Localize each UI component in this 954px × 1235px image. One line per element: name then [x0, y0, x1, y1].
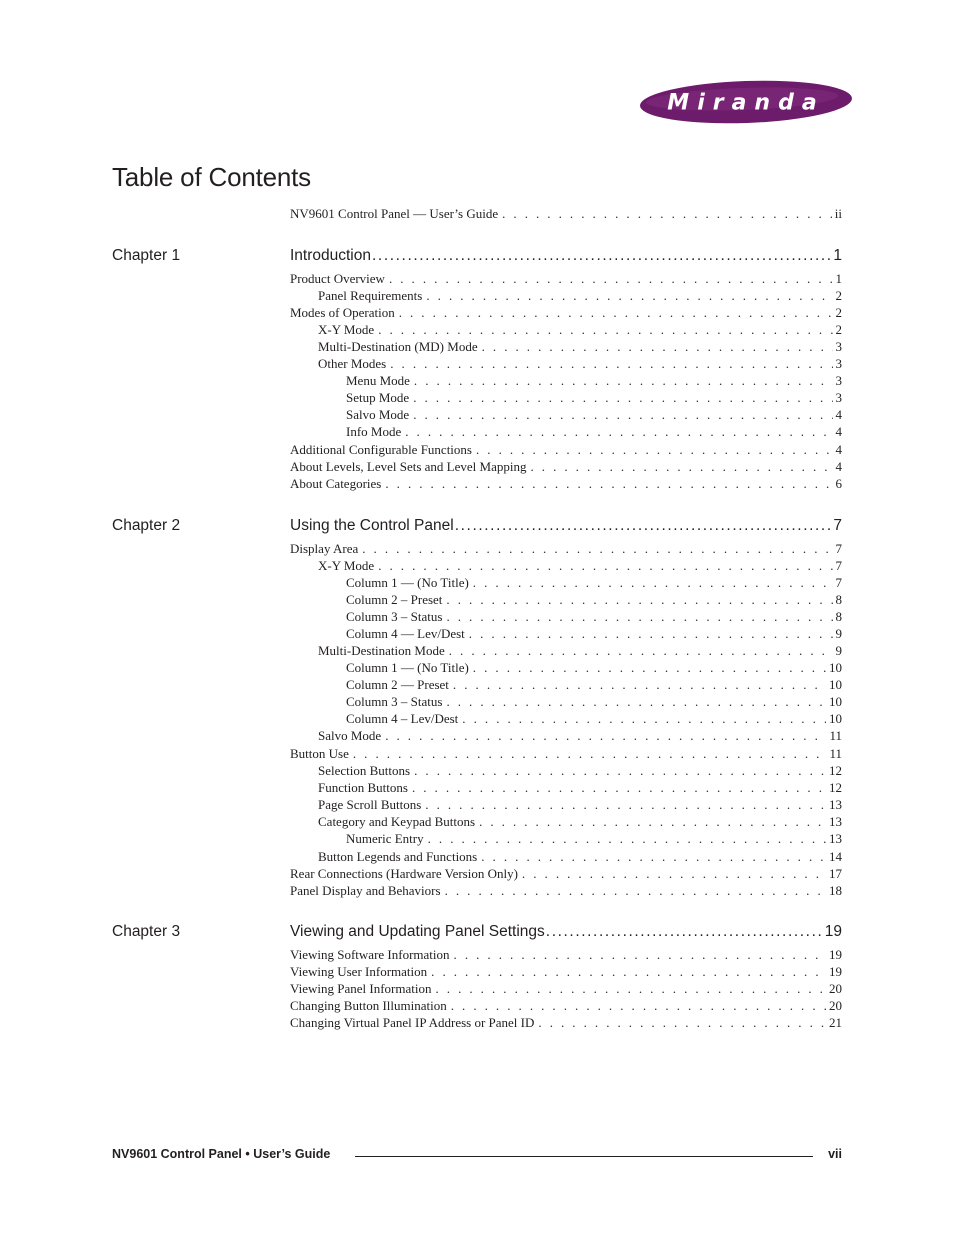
toc-entry[interactable] — [290, 441, 842, 458]
toc-entry-title: Viewing User Information — [290, 964, 428, 979]
toc-entry-page: 2 — [835, 288, 842, 303]
toc-entry[interactable] — [346, 389, 842, 406]
logo-text: Miranda — [667, 90, 825, 116]
toc-entry-title: Display Area — [290, 541, 359, 556]
dot-leader — [389, 270, 833, 287]
toc-entry-title: Other Modes — [318, 356, 387, 371]
dot-leader — [413, 389, 832, 406]
toc-entry-page: 9 — [835, 626, 842, 641]
toc-entry-title: Changing Virtual Panel IP Address or Panel ID — [290, 1015, 535, 1030]
dot-leader — [482, 338, 833, 355]
dot-leader — [546, 922, 823, 942]
chapter-label: Chapter 2 — [112, 517, 181, 534]
toc-entry[interactable] — [318, 762, 842, 779]
toc-entry[interactable] — [318, 848, 842, 865]
toc-entry-title: Column 2 – Preset — [346, 592, 443, 607]
toc-entry[interactable] — [290, 946, 842, 963]
toc-entry-page: 14 — [829, 849, 842, 864]
toc-entry-title: Multi-Destination Mode — [318, 643, 445, 658]
page-title: Table of Contents — [112, 162, 311, 192]
toc-entry-page: 2 — [835, 305, 842, 320]
footer-page-number: vii — [828, 1147, 842, 1161]
toc-entry[interactable] — [346, 676, 842, 693]
toc-entry[interactable] — [346, 830, 842, 847]
toc-entry-title: Product Overview — [290, 271, 385, 286]
dot-leader — [414, 372, 833, 389]
dot-leader — [362, 540, 832, 557]
toc-entry-title: Info Mode — [346, 424, 402, 439]
dot-leader — [502, 205, 832, 222]
dot-leader — [431, 963, 826, 980]
toc-entry-page: 7 — [835, 541, 842, 556]
toc-entry-page: 9 — [835, 643, 842, 658]
toc-entry[interactable] — [346, 625, 842, 642]
toc-entry-title: Panel Display and Behaviors — [290, 883, 441, 898]
toc-entry-page: 10 — [829, 694, 842, 709]
toc-entry[interactable] — [346, 608, 842, 625]
toc-entry-page: 13 — [829, 797, 842, 812]
toc-entry-title: Numeric Entry — [346, 831, 424, 846]
dot-leader — [445, 882, 826, 899]
toc-entry-page: 11 — [829, 728, 842, 743]
dot-leader — [451, 997, 826, 1014]
dot-leader — [476, 441, 833, 458]
toc-entry-page: 21 — [829, 1015, 842, 1030]
toc-entry-page: 6 — [835, 476, 842, 491]
toc-entry[interactable] — [318, 796, 842, 813]
toc-entry-title: Column 2 — Preset — [346, 677, 449, 692]
toc-entry-page: 12 — [829, 763, 842, 778]
dot-leader — [428, 830, 826, 847]
toc-entry[interactable] — [318, 557, 842, 574]
dot-leader — [462, 710, 826, 727]
toc-entry-title: About Levels, Level Sets and Level Mapping — [290, 459, 527, 474]
toc-entry-title: Salvo Mode — [318, 728, 382, 743]
dot-leader — [413, 406, 832, 423]
toc-entry-page: 13 — [829, 831, 842, 846]
toc-entry[interactable] — [318, 779, 842, 796]
toc-entry-title: Column 4 – Lev/Dest — [346, 711, 459, 726]
toc-entry-page: 4 — [835, 407, 842, 422]
toc-entry-page: 11 — [829, 746, 842, 761]
toc-entry-page: 12 — [829, 780, 842, 795]
toc-entry-title: NV9601 Control Panel — User’s Guide — [290, 206, 499, 221]
dot-leader — [385, 475, 832, 492]
toc-entry-title: Rear Connections (Hardware Version Only) — [290, 866, 518, 881]
toc-entry-title: Menu Mode — [346, 373, 410, 388]
toc-entry[interactable] — [290, 882, 842, 899]
toc-entry[interactable] — [290, 963, 842, 980]
toc-entry-page: 20 — [829, 981, 842, 996]
dot-leader — [399, 304, 833, 321]
toc-entry[interactable] — [318, 321, 842, 338]
toc-entry-title: Button Use — [290, 746, 349, 761]
dot-leader — [405, 423, 832, 440]
dot-leader — [538, 1014, 826, 1031]
toc-entry-title: Multi-Destination (MD) Mode — [318, 339, 478, 354]
toc-entry-title: Panel Requirements — [318, 288, 423, 303]
dot-leader — [425, 796, 826, 813]
chapter-page: 7 — [833, 517, 842, 534]
toc-entry[interactable] — [346, 693, 842, 710]
toc-entry[interactable] — [346, 659, 842, 676]
toc-entry-page: 18 — [829, 883, 842, 898]
dot-leader — [446, 591, 832, 608]
toc-entry-preface[interactable] — [290, 205, 842, 222]
chapter-title: Viewing and Updating Panel Settings — [290, 923, 545, 940]
toc-entry[interactable] — [346, 423, 842, 440]
toc-entry[interactable] — [290, 980, 842, 997]
dot-leader — [426, 287, 832, 304]
dot-leader — [446, 608, 832, 625]
toc-entry[interactable] — [290, 304, 842, 321]
toc-entry[interactable] — [318, 642, 842, 659]
toc-entry[interactable] — [290, 745, 842, 762]
dot-leader — [453, 676, 826, 693]
toc-entry[interactable] — [346, 372, 842, 389]
chapter-title: Using the Control Panel — [290, 517, 454, 534]
toc-entry-page: 3 — [835, 390, 842, 405]
toc-entry-page: 7 — [835, 558, 842, 573]
dot-leader — [454, 946, 826, 963]
dot-leader — [385, 727, 826, 744]
toc-entry-title: Page Scroll Buttons — [318, 797, 422, 812]
toc-entry-page: 8 — [835, 592, 842, 607]
toc-entry[interactable] — [318, 355, 842, 372]
chapter-title: Introduction — [290, 247, 371, 264]
toc-entry-title: Additional Configurable Functions — [290, 442, 472, 457]
toc-entry[interactable] — [318, 727, 842, 744]
dot-leader — [378, 321, 832, 338]
toc-entry[interactable] — [346, 406, 842, 423]
toc-entry[interactable] — [290, 865, 842, 882]
footer-doc-title: NV9601 Control Panel • User’s Guide — [112, 1147, 331, 1161]
toc-entry-page: 10 — [829, 711, 842, 726]
toc-entry[interactable] — [318, 287, 842, 304]
toc-entry[interactable] — [290, 540, 842, 557]
toc-entry-page: 3 — [835, 356, 842, 371]
toc-entry-page: 1 — [835, 271, 842, 286]
toc-entry-title: Setup Mode — [346, 390, 410, 405]
toc-entry-page: 4 — [835, 442, 842, 457]
toc-entry-title: Changing Button Illumination — [290, 998, 447, 1013]
dot-leader — [372, 246, 831, 266]
toc-entry-page: 4 — [835, 459, 842, 474]
toc-entry-page: 4 — [835, 424, 842, 439]
toc-entry-title: Column 1 — (No Title) — [346, 575, 469, 590]
toc-entry-title: Column 4 — Lev/Dest — [346, 626, 465, 641]
toc-entry-page: 3 — [835, 339, 842, 354]
toc-entry-title: Salvo Mode — [346, 407, 410, 422]
toc-entry-title: Viewing Panel Information — [290, 981, 432, 996]
toc-entry-title: Selection Buttons — [318, 763, 411, 778]
toc-entry-page: ii — [834, 206, 842, 221]
toc-entry-title: Column 3 – Status — [346, 609, 443, 624]
toc-entry-page: 10 — [829, 677, 842, 692]
toc-entry-page: 20 — [829, 998, 842, 1013]
toc-entry-title: Function Buttons — [318, 780, 408, 795]
toc-entry-page: 13 — [829, 814, 842, 829]
dot-leader — [530, 458, 832, 475]
toc-entry-title: Column 3 – Status — [346, 694, 443, 709]
toc-entry-title: X-Y Mode — [318, 558, 375, 573]
toc-entry[interactable] — [318, 813, 842, 830]
toc-entry-title: X-Y Mode — [318, 322, 375, 337]
toc-entry[interactable] — [346, 574, 842, 591]
footer-rule — [355, 1156, 813, 1157]
toc-entry-title: Modes of Operation — [290, 305, 395, 320]
toc-entry[interactable] — [346, 710, 842, 727]
toc-entry-page: 7 — [835, 575, 842, 590]
dot-leader — [353, 745, 827, 762]
toc-chapter-heading[interactable] — [290, 246, 842, 266]
dot-leader — [455, 516, 832, 536]
chapter-label: Chapter 3 — [112, 923, 181, 940]
toc-chapter-heading[interactable] — [290, 922, 842, 942]
dot-leader — [522, 865, 826, 882]
toc-entry-title: Viewing Software Information — [290, 947, 450, 962]
toc-entry-title: Column 1 — (No Title) — [346, 660, 469, 675]
toc-entry-page: 19 — [829, 964, 842, 979]
dot-leader — [378, 557, 832, 574]
toc-entry[interactable] — [346, 591, 842, 608]
toc-entry[interactable] — [290, 997, 842, 1014]
chapter-label: Chapter 1 — [112, 247, 181, 264]
toc-entry-title: Button Legends and Functions — [318, 849, 478, 864]
toc-entry-title: Category and Keypad Buttons — [318, 814, 476, 829]
dot-leader — [479, 813, 826, 830]
toc-entry[interactable] — [290, 475, 842, 492]
toc-entry-page: 8 — [835, 609, 842, 624]
dot-leader — [390, 355, 832, 372]
toc-entry-page: 19 — [829, 947, 842, 962]
dot-leader — [435, 980, 826, 997]
dot-leader — [412, 779, 826, 796]
toc-entry-page: 3 — [835, 373, 842, 388]
toc-entry[interactable] — [290, 458, 842, 475]
dot-leader — [469, 625, 833, 642]
dot-leader — [414, 762, 826, 779]
dot-leader — [481, 848, 826, 865]
toc-entry-page: 10 — [829, 660, 842, 675]
dot-leader — [446, 693, 826, 710]
toc-entry[interactable] — [290, 270, 842, 287]
toc-entry-page: 2 — [835, 322, 842, 337]
dot-leader — [449, 642, 833, 659]
toc-entry[interactable] — [318, 338, 842, 355]
dot-leader — [473, 574, 833, 591]
toc-entry-title: About Categories — [290, 476, 382, 491]
toc-chapter-heading[interactable] — [290, 516, 842, 536]
chapter-page: 19 — [824, 923, 842, 940]
toc-entry[interactable] — [290, 1014, 842, 1031]
chapter-page: 1 — [833, 247, 842, 264]
dot-leader — [473, 659, 826, 676]
miranda-logo — [638, 78, 854, 126]
toc-entry-page: 17 — [829, 866, 842, 881]
